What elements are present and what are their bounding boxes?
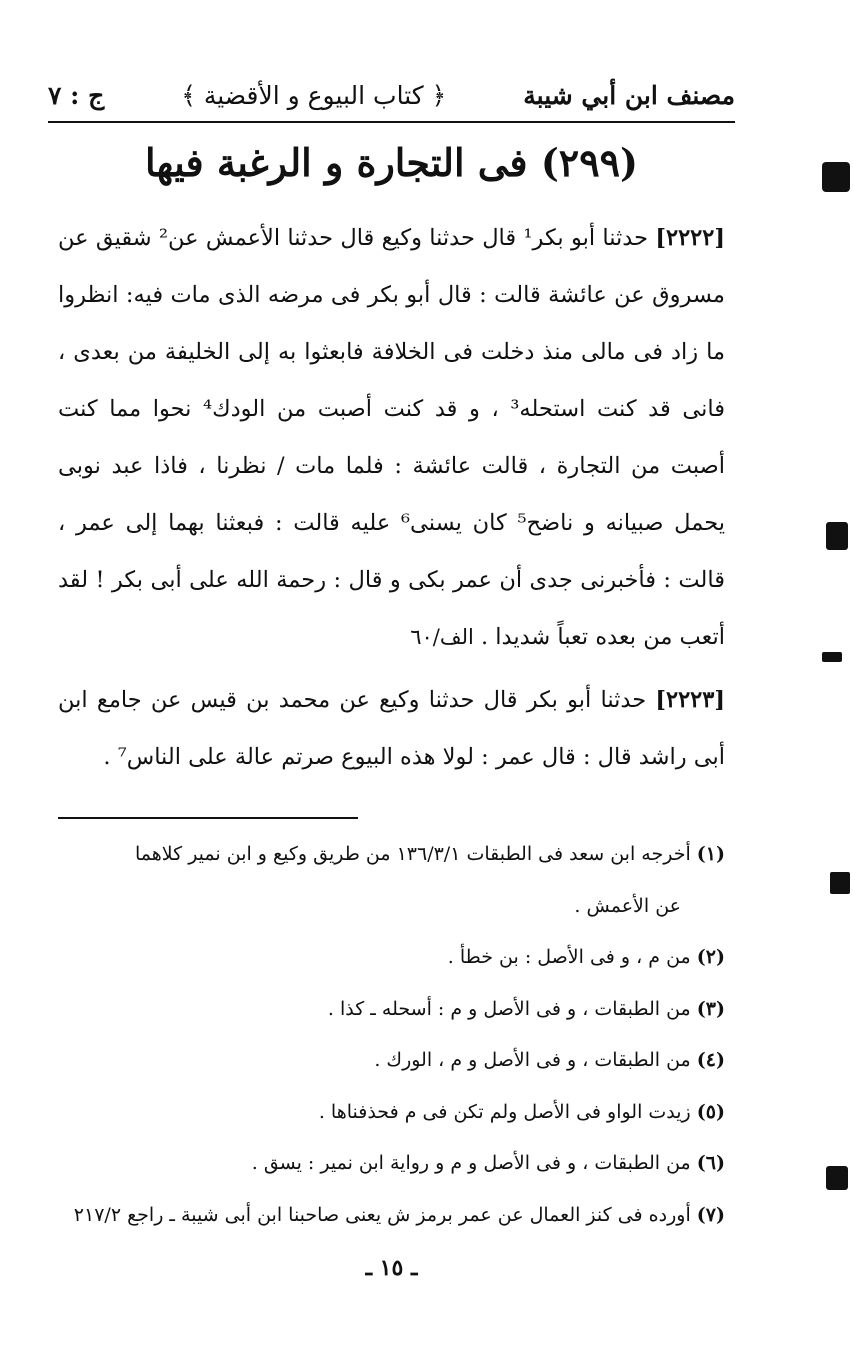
footnote bbox=[48, 829, 725, 881]
hadith-number: [٢٢٢٢] bbox=[655, 225, 726, 251]
margin-folio-note: الف/٦٠ bbox=[410, 625, 474, 649]
footnote-text: من الطبقات ، و فى الأصل و م ، الورك . bbox=[374, 1049, 691, 1071]
footnote-number: (٥) bbox=[696, 1100, 725, 1123]
page-number: ـ ١٥ ـ bbox=[365, 1255, 418, 1281]
section-title: ﴿ كتاب البيوع و الأقضية ﴾ bbox=[181, 80, 447, 110]
footnote-number: (٢) bbox=[696, 946, 725, 968]
footnote-divider bbox=[58, 817, 358, 819]
footnote-number: (٣) bbox=[696, 997, 725, 1020]
footnote bbox=[48, 1190, 725, 1242]
footnote-continuation: عن الأعمش . bbox=[574, 894, 681, 917]
footnote-number: (١) bbox=[696, 843, 725, 865]
hadith-number: [٢٢٢٣] bbox=[655, 687, 725, 713]
footnote-number: (٧) bbox=[696, 1203, 725, 1226]
scan-artifact bbox=[826, 522, 848, 550]
book-title: مصنف ابن أبي شيبة bbox=[523, 80, 735, 110]
footnote-text: من م ، و فى الأصل : بن خطأ . bbox=[447, 946, 691, 968]
scan-artifact bbox=[822, 162, 850, 192]
hadith-paragraph bbox=[58, 672, 725, 786]
chapter-title: (٢٩٩) فى التجارة و الرغبة فيها bbox=[144, 140, 639, 185]
scan-artifact bbox=[826, 1166, 848, 1190]
scan-artifact bbox=[830, 872, 850, 894]
volume-number: ج : ٧ bbox=[48, 80, 105, 110]
footnote-text: من الطبقات ، و فى الأصل و م : أسحله ـ كذا . bbox=[327, 997, 691, 1020]
running-header bbox=[48, 70, 735, 120]
footnote bbox=[48, 1035, 725, 1087]
footnote-number: (٤) bbox=[696, 1049, 725, 1071]
footnote bbox=[48, 1087, 725, 1139]
header-divider bbox=[48, 121, 735, 123]
footnote bbox=[48, 984, 725, 1036]
footnote bbox=[48, 932, 725, 984]
hadith-text: حدثنا أبو بكر¹ قال حدثنا وكيع قال حدثنا الأعمش عن² شقيق عن مسروق عن عائشة قالت : قال أبو بكر فى مرضه الذى مات فيه: انظروا ما زاد فى مالى منذ دخلت فى الخلافة فابعثوا به إلى الخليفة من بعدى ، فانى قد كنت استحله³ ، و قد كنت أصبت من الودك⁴ نحوا مما كنت أصبت من التجارة ، قالت عائشة : فلما مات / نظرنا ، فاذا عبد نوبى يحمل صبيانه و ناضح⁵ كان يسنى⁶ عليه قالت : فبعثنا بهما إلى عمر ، قالت : فأخبرنى جدى أن عمر بكى و قال : رحمة الله على أبى بكر ! لقد أتعب من بعده تعباً شديدا . bbox=[58, 225, 725, 650]
footnote-text: أخرجه ابن سعد فى الطبقات ١٣٦/٣/١ من طريق وكيع و ابن نمير كلاهما bbox=[134, 843, 691, 865]
footnote-text: أورده فى كنز العمال عن عمر برمز ش يعنى صاحبنا ابن أبى شيبة ـ راجع ٢١٧/٢ bbox=[73, 1203, 691, 1226]
footnotes bbox=[48, 829, 725, 1241]
footnote-text: من الطبقات ، و فى الأصل و م و رواية ابن نمير : يسق . bbox=[251, 1152, 691, 1174]
scan-artifact bbox=[822, 652, 842, 662]
footnote bbox=[48, 1138, 725, 1190]
main-text bbox=[58, 210, 725, 792]
footnote-number: (٦) bbox=[696, 1152, 725, 1174]
hadith-text: حدثنا أبو بكر قال حدثنا وكيع عن محمد بن قيس عن جامع ابن أبى راشد قال : قال عمر : لولا هذه البيوع صرتم عالة على الناس⁷ . bbox=[58, 687, 725, 770]
hadith-paragraph bbox=[58, 210, 725, 666]
footnote-text: زيدت الواو فى الأصل ولم تكن فى م فحذفناها . bbox=[318, 1100, 691, 1123]
